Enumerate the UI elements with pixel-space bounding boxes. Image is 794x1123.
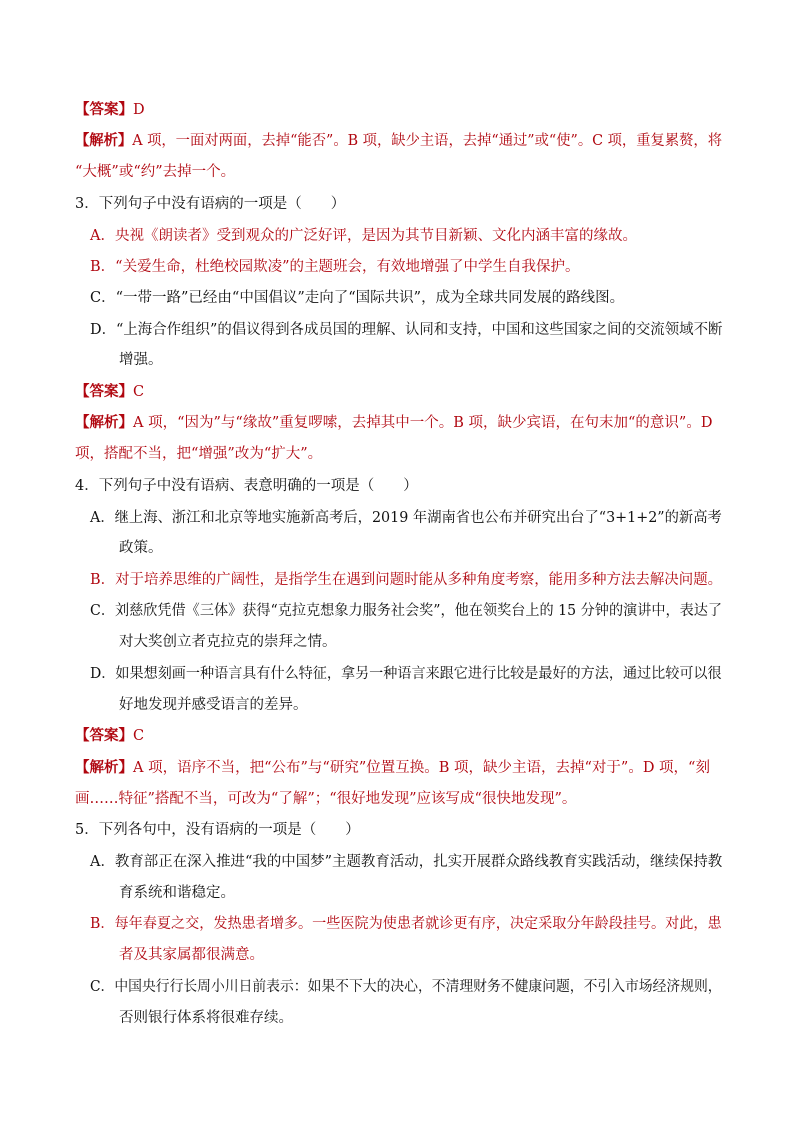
analysis-text-continued: 画……特征”搭配不当，可改为“了解”；“很好地发现”应该写成“很快地发现”。	[75, 791, 577, 807]
analysis-line	[75, 413, 712, 433]
question-5-option-a-continued: 育系统和谐稳定。	[119, 885, 235, 901]
question-4-option-b: B．对于培养思维的广阔性，是指学生在遇到问题时能从多种角度考察，能用多种方法去解决问题。	[90, 572, 723, 588]
question-5-option-c: C．中国央行行长周小川日前表示：如果不下大的决心，不清理财务不健康问题，不引入市场经济规则，	[90, 979, 722, 995]
question-4-option-d: D．如果想刻画一种语言具有什么特征，拿另一种语言来跟它进行比较是最好的方法，通过比较可以很	[90, 666, 722, 682]
question-4-option-a-continued: 政策。	[119, 540, 163, 556]
answer-label: 【答案】	[75, 727, 133, 744]
analysis-line	[75, 131, 722, 151]
question-4-option-a: A．继上海、浙江和北京等地实施新高考后，2019 年湖南省也公布并研究出台了“3+1+2”的新高考	[90, 510, 722, 526]
answer-label: 【答案】	[75, 383, 133, 400]
question-5-option-b: B．每年春夏之交，发热患者增多。一些医院为使患者就诊更有序，决定采取分年龄段挂号。对此，患	[90, 916, 722, 932]
answer-line	[75, 100, 145, 120]
answer-label: 【答案】	[75, 101, 133, 118]
question-4-option-c: C．刘慈欣凭借《三体》获得“克拉克想象力服务社会奖”，他在领奖台上的 15 分钟的演讲中，表达了	[90, 603, 723, 619]
answer-value: C	[133, 384, 145, 400]
question-3-option-d-continued: 增强。	[119, 352, 163, 368]
question-3-option-b: B．“关爱生命，杜绝校园欺凌”的主题班会，有效地增强了中学生自我保护。	[90, 259, 580, 275]
question-3-option-c: C．“一带一路”已经由“中国倡议”走向了“国际共识”，成为全球共同发展的路线图。	[90, 290, 625, 306]
question-3-stem: 3．下列句子中没有语病的一项是（ ）	[75, 196, 346, 212]
answer-value: D	[133, 102, 145, 118]
analysis-text: A 项，“因为”与“缘故”重复啰嗦，去掉其中一个。B 项，缺少宾语，在句末加“的意识”。D	[133, 415, 713, 431]
analysis-label: 【解析】	[75, 414, 133, 431]
question-3-option-a: A．央视《朗读者》受到观众的广泛好评，是因为其节目新颖、文化内涵丰富的缘故。	[90, 228, 637, 244]
question-3-option-d: D．“上海合作组织”的倡议得到各成员国的理解、认同和支持，中国和这些国家之间的交流领域不断	[90, 322, 723, 338]
question-5-option-c-continued: 否则银行体系将很难存续。	[119, 1010, 293, 1026]
analysis-label: 【解析】	[75, 759, 133, 776]
analysis-text-continued: 项，搭配不当，把“增强”改为“扩大”。	[75, 446, 323, 462]
question-5-stem: 5．下列各句中，没有语病的一项是（ ）	[75, 822, 360, 838]
answer-value: C	[133, 728, 145, 744]
analysis-text: A 项，一面对两面，去掉“能否”。B 项，缺少主语，去掉“通过”或“使”。C 项，重复累赘，将	[132, 133, 723, 149]
answer-line	[75, 726, 144, 746]
analysis-line	[75, 758, 710, 778]
analysis-text: A 项，语序不当，把“公布”与“研究”位置互换。B 项，缺少主语，去掉“对于”。D 项，“刻	[133, 760, 710, 776]
question-4-option-c-continued: 对大奖创立者克拉克的崇拜之情。	[119, 634, 337, 650]
answer-line	[75, 382, 144, 402]
question-4-option-d-continued: 好地发现并感受语言的差异。	[119, 697, 308, 713]
question-4-stem: 4．下列句子中没有语病、表意明确的一项是（ ）	[75, 478, 418, 494]
question-5-option-a: A．教育部正在深入推进“我的中国梦”主题教育活动，扎实开展群众路线教育实践活动，继续保持教	[90, 854, 723, 870]
analysis-text-continued: “大概”或“约”去掉一个。	[75, 164, 236, 180]
question-5-option-b-continued: 者及其家属都很满意。	[119, 947, 264, 963]
analysis-label: 【解析】	[75, 132, 133, 149]
